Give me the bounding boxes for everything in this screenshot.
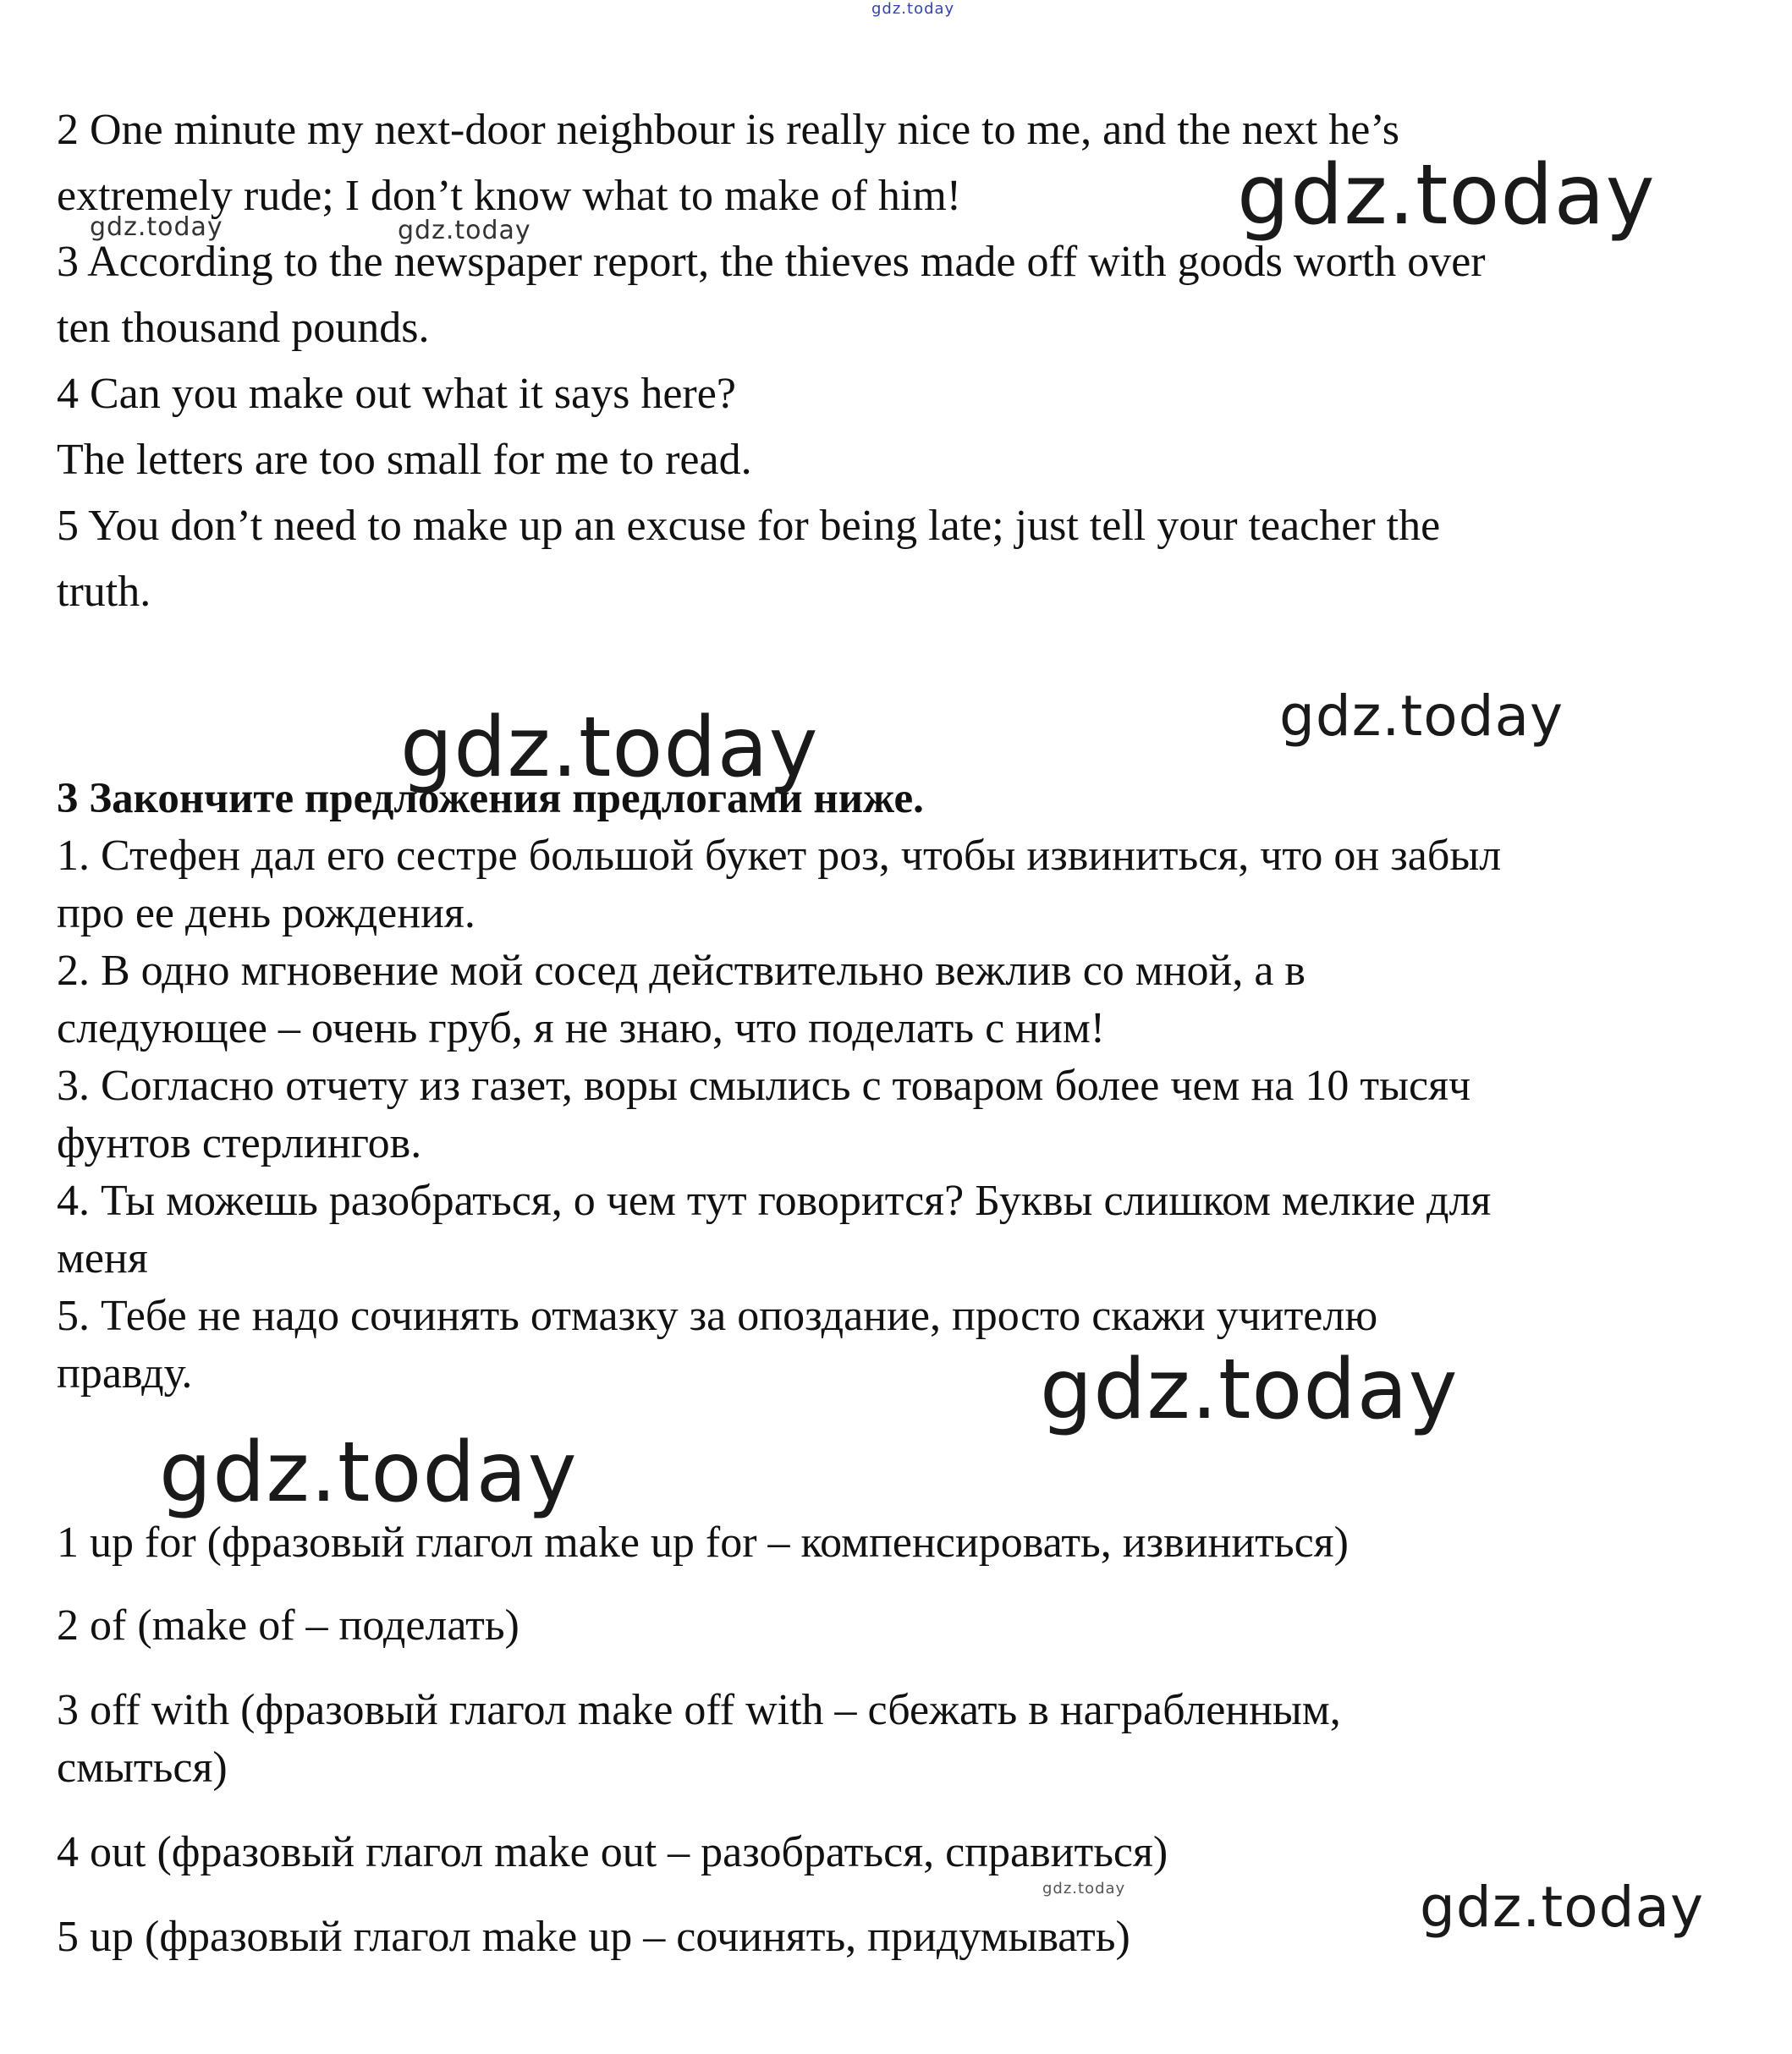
english-line: 5 You don’t need to make up an excuse for being late; just tell your teacher the [57, 502, 1441, 550]
russian-line: 1. Стефен дал его сестре большой букет роз, чтобы извиниться, что он забыл [57, 832, 1502, 880]
russian-line: 5. Тебе не надо сочинять отмазку за опоздание, просто скажи учителю [57, 1292, 1378, 1340]
answer-line: 1 up for (фразовый глагол make up for – компенсировать, извиниться) [57, 1519, 1349, 1567]
russian-line: 3. Согласно отчету из газет, воры смылись с товаром более чем на 10 тысяч [57, 1062, 1471, 1110]
watermark: gdz.today [1040, 1342, 1459, 1438]
watermark: gdz.today [400, 700, 819, 796]
watermark: gdz.today [1237, 147, 1656, 244]
watermark: gdz.today [1420, 1875, 1705, 1940]
russian-line: правду. [57, 1349, 193, 1398]
russian-line: 2. В одно мгновение мой сосед действительно вежлив со мной, а в [57, 947, 1306, 995]
english-line: truth. [57, 568, 151, 616]
english-line: extremely rude; I don’t know what to make of him! [57, 172, 962, 220]
english-line: 3 According to the newspaper report, the thieves made off with goods worth over [57, 238, 1486, 286]
watermark: gdz.today [1042, 1880, 1126, 1897]
answer-line: 3 off with (фразовый глагол make off with – сбежать в награбленным, [57, 1686, 1341, 1734]
answer-line: 5 up (фразовый глагол make up – сочинять, придумывать) [57, 1913, 1130, 1961]
watermark: gdz.today [159, 1425, 578, 1521]
watermark: gdz.today [871, 0, 955, 18]
english-line: The letters are too small for me to read. [57, 436, 752, 484]
answer-line: 4 out (фразовый глагол make out – разобраться, справиться) [57, 1828, 1168, 1876]
watermark: gdz.today [1279, 684, 1564, 749]
watermark: gdz.today [398, 216, 531, 245]
english-line: 4 Can you make out what it says here? [57, 370, 736, 418]
russian-line: фунтов стерлингов. [57, 1119, 422, 1167]
answer-line: смыться) [57, 1744, 228, 1792]
russian-line: следующее – очень груб, я не знаю, что поделать с ним! [57, 1004, 1106, 1052]
russian-line: меня [57, 1234, 148, 1282]
russian-line: про ее день рождения. [57, 889, 475, 937]
english-line: ten thousand pounds. [57, 304, 430, 352]
watermark: gdz.today [90, 212, 223, 242]
russian-line: 4. Ты можешь разобраться, о чем тут говорится? Буквы слишком мелкие для [57, 1177, 1492, 1225]
section-heading: 3 Закончите предложения предлогами ниже. [57, 775, 924, 822]
english-line: 2 One minute my next-door neighbour is really nice to me, and the next he’s [57, 106, 1400, 154]
answer-line: 2 of (make of – поделать) [57, 1601, 519, 1650]
